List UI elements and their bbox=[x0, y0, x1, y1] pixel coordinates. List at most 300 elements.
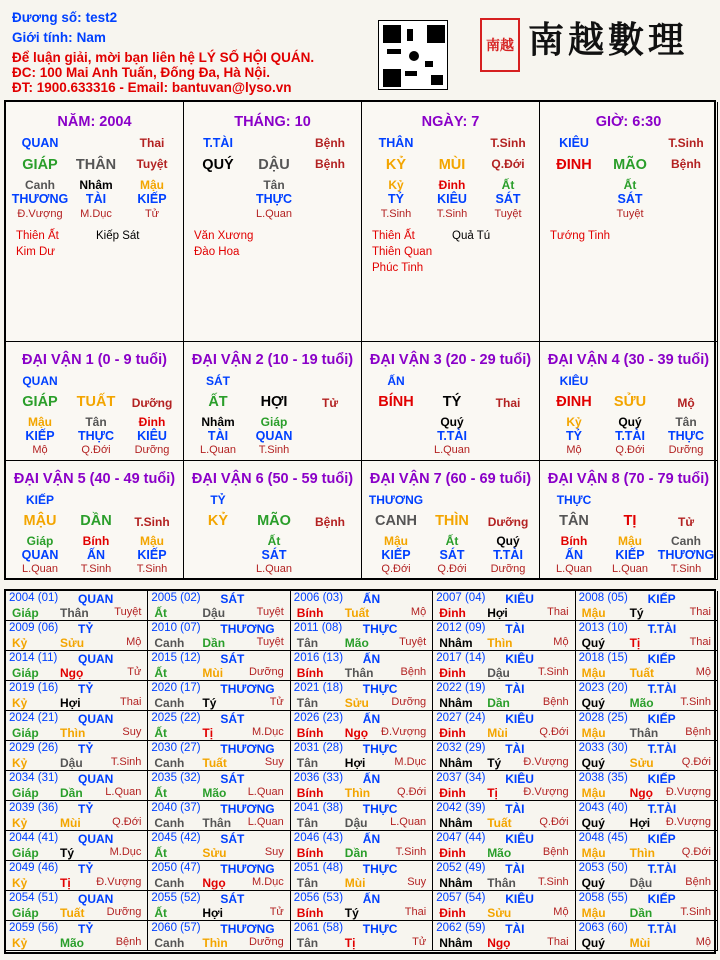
year-god: ẤN bbox=[362, 712, 381, 726]
year-label: 2011 (08) bbox=[293, 622, 343, 634]
year-stage: Dưỡng bbox=[249, 936, 284, 948]
year-stage: Thai bbox=[404, 906, 427, 918]
year-stem: Giáp bbox=[12, 906, 39, 920]
year-god: T.TÀI bbox=[647, 862, 677, 876]
year-god: SÁT bbox=[220, 892, 245, 906]
ten-god-label: T.TÀI bbox=[203, 136, 233, 150]
luck-god: KIẾP bbox=[25, 493, 55, 507]
year-label: 2044 (41) bbox=[9, 832, 59, 844]
star-label: Kim Dư bbox=[16, 246, 56, 258]
year-cell bbox=[6, 741, 148, 771]
year-cell bbox=[6, 771, 148, 801]
luck-stage: Tử bbox=[321, 396, 339, 410]
year-cell bbox=[291, 891, 433, 921]
year-branch: Mão bbox=[344, 636, 369, 650]
pillar-3 bbox=[362, 102, 540, 342]
year-stem: Ất bbox=[154, 786, 168, 800]
pillar-1 bbox=[6, 102, 184, 342]
hidden-god: SÁT bbox=[495, 192, 521, 206]
hidden-god: TÀI bbox=[85, 192, 107, 206]
life-stage: Q.Đới bbox=[615, 444, 645, 456]
hidden-god: KIẾP bbox=[137, 548, 167, 562]
luck-stage: Mộ bbox=[677, 396, 695, 410]
year-stem: Giáp bbox=[12, 786, 39, 800]
luck-god: THỰC bbox=[556, 493, 592, 507]
year-label: 2049 (46) bbox=[9, 862, 59, 874]
stem-branch-label: KỶ bbox=[385, 157, 407, 173]
year-stage: Suy bbox=[122, 726, 142, 738]
year-label: 2023 (20) bbox=[578, 682, 628, 694]
year-cell bbox=[576, 771, 718, 801]
life-stage: T.Sinh bbox=[80, 563, 112, 575]
hidden-stem: Kỷ bbox=[566, 415, 582, 429]
year-god: SÁT bbox=[220, 772, 245, 786]
year-label: 2028 (25) bbox=[578, 712, 628, 724]
year-stem: Giáp bbox=[12, 606, 39, 620]
year-stem: Giáp bbox=[12, 846, 39, 860]
year-stem: Ất bbox=[154, 726, 168, 740]
year-cell bbox=[148, 741, 290, 771]
year-god: KIẾP bbox=[647, 892, 676, 906]
year-branch: Mùi bbox=[60, 816, 81, 830]
year-god: THỰC bbox=[362, 802, 398, 816]
luck-stage: Thai bbox=[495, 396, 521, 410]
hidden-god: THƯƠNG bbox=[11, 192, 69, 206]
year-god: T.TÀI bbox=[647, 682, 677, 696]
year-label: 2029 (26) bbox=[9, 742, 59, 754]
year-label: 2016 (13) bbox=[293, 652, 344, 664]
year-branch: Sửu bbox=[487, 906, 512, 920]
year-stem: Tân bbox=[296, 816, 319, 830]
luck-branch: TÝ bbox=[442, 394, 462, 410]
life-stage: Tuyệt bbox=[616, 208, 644, 220]
year-stem: Giáp bbox=[12, 726, 39, 740]
life-stage: Dưỡng bbox=[668, 444, 704, 456]
life-stage: T.Sinh bbox=[136, 563, 168, 575]
year-branch: Dần bbox=[344, 846, 368, 860]
life-stage: Dưỡng bbox=[134, 444, 170, 456]
life-stage: L.Quan bbox=[199, 444, 237, 456]
year-branch: Thân bbox=[629, 726, 659, 740]
year-branch: Ngọ bbox=[629, 786, 653, 800]
hidden-stem: Giáp bbox=[26, 534, 54, 548]
luck-branch: DẦN bbox=[80, 513, 112, 529]
year-stem: Ất bbox=[154, 906, 168, 920]
year-label: 2051 (48) bbox=[293, 862, 344, 874]
ten-god-label: T.Sinh bbox=[668, 136, 704, 150]
year-stage: Q.Đới bbox=[539, 816, 569, 828]
luck-god: KIÊU bbox=[559, 374, 589, 388]
year-stem: Canh bbox=[154, 816, 185, 830]
year-branch: Thìn bbox=[629, 846, 655, 860]
hidden-god: ẤN bbox=[86, 548, 106, 562]
year-god: KIẾP bbox=[647, 712, 676, 726]
year-god: QUAN bbox=[78, 652, 114, 666]
year-cell bbox=[576, 801, 718, 831]
year-stage: Q.Đới bbox=[681, 846, 711, 858]
year-god: ẤN bbox=[362, 592, 381, 606]
year-label: 2020 (17) bbox=[151, 682, 201, 694]
year-stem: Quý bbox=[581, 816, 605, 830]
year-god: THƯƠNG bbox=[220, 922, 275, 936]
life-stage: L.Quan bbox=[611, 563, 649, 575]
life-stage: Tử bbox=[144, 208, 160, 220]
year-stage: Mộ bbox=[695, 666, 711, 678]
year-god: THƯƠNG bbox=[220, 802, 275, 816]
year-god: SÁT bbox=[220, 652, 245, 666]
luck-stem: CANH bbox=[375, 513, 417, 529]
life-stage: L.Quan bbox=[555, 563, 593, 575]
hidden-stem: Ất bbox=[623, 178, 637, 192]
year-branch: Dần bbox=[60, 786, 83, 800]
year-branch: Dậu bbox=[629, 876, 653, 890]
year-cell bbox=[433, 801, 575, 831]
year-branch: Hợi bbox=[60, 696, 81, 710]
year-stem: Canh bbox=[154, 876, 185, 890]
year-god: THỰC bbox=[362, 742, 398, 756]
year-stage: M.Dục bbox=[252, 726, 284, 738]
year-stage: Suy bbox=[407, 876, 427, 888]
stem-branch-label: Bệnh bbox=[315, 157, 345, 171]
life-stage: M.Dục bbox=[80, 208, 112, 220]
year-stem: Kỷ bbox=[12, 876, 28, 890]
star-label: Quả Tú bbox=[452, 230, 491, 242]
year-label: 2022 (19) bbox=[436, 682, 486, 694]
year-god: KIÊU bbox=[505, 652, 534, 666]
year-label: 2031 (28) bbox=[293, 742, 344, 754]
year-stage: Bệnh bbox=[115, 936, 142, 948]
year-stem: Đinh bbox=[439, 846, 466, 860]
year-cell bbox=[576, 711, 718, 741]
year-stem: Mậu bbox=[581, 726, 606, 740]
life-stage: Q.Đới bbox=[437, 563, 467, 575]
hidden-god: THỰC bbox=[77, 429, 115, 443]
life-stage: L.Quan bbox=[21, 563, 59, 575]
hidden-stem: Canh bbox=[25, 178, 55, 192]
year-stage: Q.Đới bbox=[539, 726, 569, 738]
pillar-4 bbox=[540, 102, 718, 342]
year-label: 2055 (52) bbox=[151, 892, 201, 904]
year-label: 2032 (29) bbox=[436, 742, 486, 754]
year-god: ẤN bbox=[362, 652, 381, 666]
year-god: KIÊU bbox=[505, 892, 534, 906]
year-stem: Quý bbox=[581, 696, 605, 710]
year-cell bbox=[291, 621, 433, 651]
year-cell bbox=[6, 651, 148, 681]
year-branch: Hợi bbox=[629, 816, 651, 830]
hidden-stem: Mậu bbox=[140, 178, 164, 192]
year-stage: T.Sinh bbox=[538, 876, 569, 888]
year-label: 2057 (54) bbox=[436, 892, 486, 904]
year-stage: Tử bbox=[412, 936, 427, 948]
ten-god-label: QUAN bbox=[21, 136, 59, 150]
year-branch: Sửu bbox=[629, 756, 654, 770]
year-label: 2060 (57) bbox=[151, 922, 201, 934]
year-cell bbox=[291, 831, 433, 861]
year-stem: Bính bbox=[296, 846, 324, 860]
year-branch: Hợi bbox=[487, 606, 508, 620]
luck-title: ĐẠI VẬN 2 (10 - 19 tuổi) bbox=[191, 352, 354, 368]
year-stage: Mộ bbox=[553, 636, 569, 648]
year-god: T.TÀI bbox=[647, 802, 677, 816]
year-god: THƯƠNG bbox=[220, 622, 275, 636]
year-stage: T.Sinh bbox=[395, 846, 427, 858]
year-stem: Ất bbox=[154, 606, 168, 620]
year-cell bbox=[433, 831, 575, 861]
hidden-god: THỰC bbox=[667, 429, 705, 443]
year-stage: L.Quan bbox=[247, 786, 284, 798]
year-branch: Ngọ bbox=[344, 726, 369, 740]
year-stage: Đ.Vượng bbox=[665, 816, 711, 828]
year-god: KIÊU bbox=[505, 772, 534, 786]
luck-branch: HỢI bbox=[260, 394, 288, 410]
year-branch: Thìn bbox=[344, 786, 371, 800]
year-cell bbox=[291, 771, 433, 801]
stem-branch-label: THÂN bbox=[75, 157, 117, 173]
year-stage: Q.Đới bbox=[396, 786, 427, 798]
year-stem: Quý bbox=[581, 636, 605, 650]
year-god: KIẾP bbox=[647, 652, 676, 666]
hidden-stem: Bính bbox=[82, 534, 110, 548]
luck-stage: Dưỡng bbox=[131, 396, 173, 410]
year-god: QUAN bbox=[78, 592, 114, 606]
year-god: T.TÀI bbox=[647, 922, 677, 936]
year-stem: Canh bbox=[154, 696, 185, 710]
year-cell bbox=[576, 591, 718, 621]
year-branch: Sửu bbox=[60, 636, 85, 650]
subject-code: Đương số: test2 bbox=[12, 10, 118, 25]
hidden-stem: Quý bbox=[496, 534, 520, 548]
star-label: Thiên Ất bbox=[372, 230, 415, 242]
year-stem: Bính bbox=[296, 606, 324, 620]
luck-pillar-8 bbox=[540, 461, 718, 580]
year-stem: Tân bbox=[296, 936, 319, 950]
year-stage: Q.Đới bbox=[681, 756, 711, 768]
year-stem: Mậu bbox=[581, 666, 606, 680]
year-stage: Dưỡng bbox=[391, 696, 427, 708]
luck-god: SÁT bbox=[206, 374, 230, 388]
year-stage: Bệnh bbox=[542, 846, 569, 858]
luck-god: TỶ bbox=[210, 493, 226, 507]
year-stage: Tử bbox=[269, 696, 284, 708]
year-stage: Bệnh bbox=[542, 696, 569, 708]
life-stage: Tuyệt bbox=[494, 208, 522, 220]
year-label: 2004 (01) bbox=[9, 592, 59, 604]
year-branch: Dần bbox=[629, 906, 653, 920]
hidden-god: QUAN bbox=[21, 548, 59, 562]
hidden-god: TỶ bbox=[388, 192, 404, 206]
hidden-stem: Ất bbox=[445, 534, 459, 548]
hidden-god: TỶ bbox=[566, 429, 582, 443]
year-stage: Tuyệt bbox=[114, 606, 142, 618]
year-stem: Nhâm bbox=[439, 756, 473, 770]
year-label: 2010 (07) bbox=[151, 622, 201, 634]
year-god: TÀI bbox=[505, 922, 525, 936]
year-branch: Tuất bbox=[344, 606, 370, 620]
year-label: 2015 (12) bbox=[151, 652, 201, 664]
year-label: 2036 (33) bbox=[293, 772, 344, 784]
year-branch: Dậu bbox=[202, 606, 226, 620]
hidden-god: QUAN bbox=[255, 429, 293, 443]
hidden-stem: Mậu bbox=[384, 534, 408, 548]
year-branch: Sửu bbox=[344, 696, 369, 710]
hidden-god: KIẾP bbox=[25, 429, 55, 443]
year-god: THỰC bbox=[362, 862, 398, 876]
year-cell bbox=[576, 681, 718, 711]
year-stem: Tân bbox=[296, 696, 319, 710]
year-label: 2045 (42) bbox=[151, 832, 201, 844]
year-cell bbox=[433, 591, 575, 621]
luck-stage: T.Sinh bbox=[134, 515, 170, 529]
year-branch: Dậu bbox=[60, 756, 83, 770]
year-cell bbox=[576, 861, 718, 891]
luck-title: ĐẠI VẬN 5 (40 - 49 tuổi) bbox=[13, 471, 176, 487]
year-god: SÁT bbox=[220, 832, 245, 846]
year-god: THỰC bbox=[362, 922, 398, 936]
luck-god: ẤN bbox=[387, 374, 405, 388]
year-branch: Dậu bbox=[344, 816, 368, 830]
hidden-stem: Mậu bbox=[28, 415, 52, 429]
year-branch: Thìn bbox=[202, 936, 228, 950]
year-branch: Tuất bbox=[487, 816, 512, 830]
year-cell bbox=[148, 771, 290, 801]
luck-branch: TUẤT bbox=[76, 394, 116, 410]
luck-stem: ĐINH bbox=[556, 394, 592, 410]
year-stem: Đinh bbox=[439, 606, 466, 620]
year-stem: Kỷ bbox=[12, 936, 28, 950]
luck-stem: KỶ bbox=[207, 513, 229, 529]
year-branch: Thìn bbox=[60, 726, 86, 740]
year-branch: Mão bbox=[629, 696, 654, 710]
hidden-stem: Bính bbox=[560, 534, 588, 548]
pillar-title: GIỜ: 6:30 bbox=[595, 114, 662, 130]
year-god: TÀI bbox=[505, 862, 525, 876]
year-stage: Tử bbox=[127, 666, 142, 678]
year-cell bbox=[576, 621, 718, 651]
star-label: Thiên Quan bbox=[372, 246, 433, 258]
year-cell bbox=[576, 891, 718, 921]
year-stem: Tân bbox=[296, 756, 319, 770]
year-label: 2043 (40) bbox=[578, 802, 628, 814]
life-stage: T.Sinh bbox=[436, 208, 468, 220]
year-branch: Ngọ bbox=[60, 666, 84, 680]
year-branch: Tý bbox=[487, 756, 502, 770]
year-label: 2058 (55) bbox=[578, 892, 628, 904]
year-label: 2018 (15) bbox=[578, 652, 628, 664]
year-cell bbox=[148, 591, 290, 621]
hidden-stem: Tân bbox=[85, 415, 107, 429]
hidden-stem: Đinh bbox=[138, 415, 166, 429]
hidden-stem: Mậu bbox=[618, 534, 642, 548]
year-label: 2035 (32) bbox=[151, 772, 201, 784]
hidden-stem: Canh bbox=[671, 534, 701, 548]
year-branch: Thân bbox=[487, 876, 516, 890]
year-branch: Dần bbox=[202, 636, 226, 650]
year-stem: Bính bbox=[296, 726, 324, 740]
year-branch: Tý bbox=[60, 846, 75, 860]
life-stage: Đ.Vượng bbox=[17, 208, 63, 220]
year-stage: Đ.Vượng bbox=[523, 786, 569, 798]
hidden-god: KIÊU bbox=[137, 429, 167, 443]
year-label: 2025 (22) bbox=[151, 712, 201, 724]
luck-branch: THÌN bbox=[435, 513, 469, 529]
chart-grid bbox=[4, 100, 716, 580]
year-cell bbox=[291, 681, 433, 711]
year-label: 2053 (50) bbox=[578, 862, 628, 874]
year-label: 2021 (18) bbox=[293, 682, 344, 694]
year-cell bbox=[6, 711, 148, 741]
hidden-stem: Tân bbox=[263, 178, 285, 192]
year-label: 2034 (31) bbox=[9, 772, 59, 784]
year-cell bbox=[433, 621, 575, 651]
year-stage: Đ.Vượng bbox=[665, 786, 711, 798]
year-label: 2052 (49) bbox=[436, 862, 486, 874]
stem-branch-label: Bệnh bbox=[671, 157, 701, 171]
year-branch: Mùi bbox=[629, 936, 651, 950]
year-label: 2062 (59) bbox=[436, 922, 486, 934]
year-stem: Tân bbox=[296, 636, 319, 650]
life-stage: Q.Đới bbox=[381, 563, 411, 575]
year-stage: Dưỡng bbox=[249, 666, 284, 678]
year-stem: Mậu bbox=[581, 786, 606, 800]
luck-stage: Tử bbox=[677, 515, 695, 529]
year-stage: Thai bbox=[547, 936, 569, 948]
life-stage: Dưỡng bbox=[490, 563, 526, 575]
year-branch: Mão bbox=[487, 846, 512, 860]
hidden-god: KIÊU bbox=[437, 192, 467, 206]
luck-title: ĐẠI VẬN 8 (70 - 79 tuổi) bbox=[547, 471, 710, 487]
year-cell bbox=[6, 681, 148, 711]
star-label: Kiếp Sát bbox=[96, 230, 140, 242]
year-branch: Sửu bbox=[202, 846, 227, 860]
year-stage: Mộ bbox=[695, 936, 711, 948]
year-stem: Canh bbox=[154, 936, 185, 950]
year-cell bbox=[148, 621, 290, 651]
year-cell bbox=[6, 801, 148, 831]
star-label: Phúc Tinh bbox=[372, 262, 424, 274]
year-cell bbox=[433, 921, 575, 951]
stem-branch-label: Q.Đới bbox=[491, 157, 525, 171]
year-branch: Tị bbox=[202, 726, 214, 740]
hidden-stem: Ất bbox=[501, 178, 515, 192]
year-stem: Đinh bbox=[439, 726, 466, 740]
luck-title: ĐẠI VẬN 4 (30 - 39 tuổi) bbox=[547, 352, 710, 368]
hidden-god: THƯƠNG bbox=[657, 548, 715, 562]
year-branch: Ngọ bbox=[487, 936, 511, 950]
hidden-god: SÁT bbox=[617, 192, 643, 206]
luck-stage: Bệnh bbox=[315, 515, 345, 529]
year-cell bbox=[291, 591, 433, 621]
year-label: 2054 (51) bbox=[9, 892, 59, 904]
year-stage: Bệnh bbox=[685, 726, 711, 738]
contact-line-2: ĐC: 100 Mai Anh Tuấn, Đống Đa, Hà Nội. bbox=[12, 65, 271, 80]
year-cell bbox=[291, 861, 433, 891]
year-stage: L.Quan bbox=[247, 816, 284, 828]
contact-line-3[interactable]: ĐT: 1900.633316 - Email: bantuvan@lyso.vn bbox=[12, 80, 292, 95]
year-cell bbox=[6, 621, 148, 651]
luck-god: THƯƠNG bbox=[368, 493, 424, 507]
life-stage: T.Sinh bbox=[670, 563, 702, 575]
year-stem: Kỷ bbox=[12, 636, 28, 650]
year-label: 2005 (02) bbox=[151, 592, 201, 604]
hidden-god: T.TÀI bbox=[615, 429, 645, 443]
hidden-god: KIẾP bbox=[137, 192, 167, 206]
year-cell bbox=[6, 831, 148, 861]
year-god: THƯƠNG bbox=[220, 862, 275, 876]
year-stem: Ất bbox=[154, 666, 168, 680]
hidden-god: TÀI bbox=[207, 429, 229, 443]
contact-line-1: Để luận giải, mời bạn liên hệ LÝ SỐ HỘI QUÁN. bbox=[12, 50, 315, 65]
